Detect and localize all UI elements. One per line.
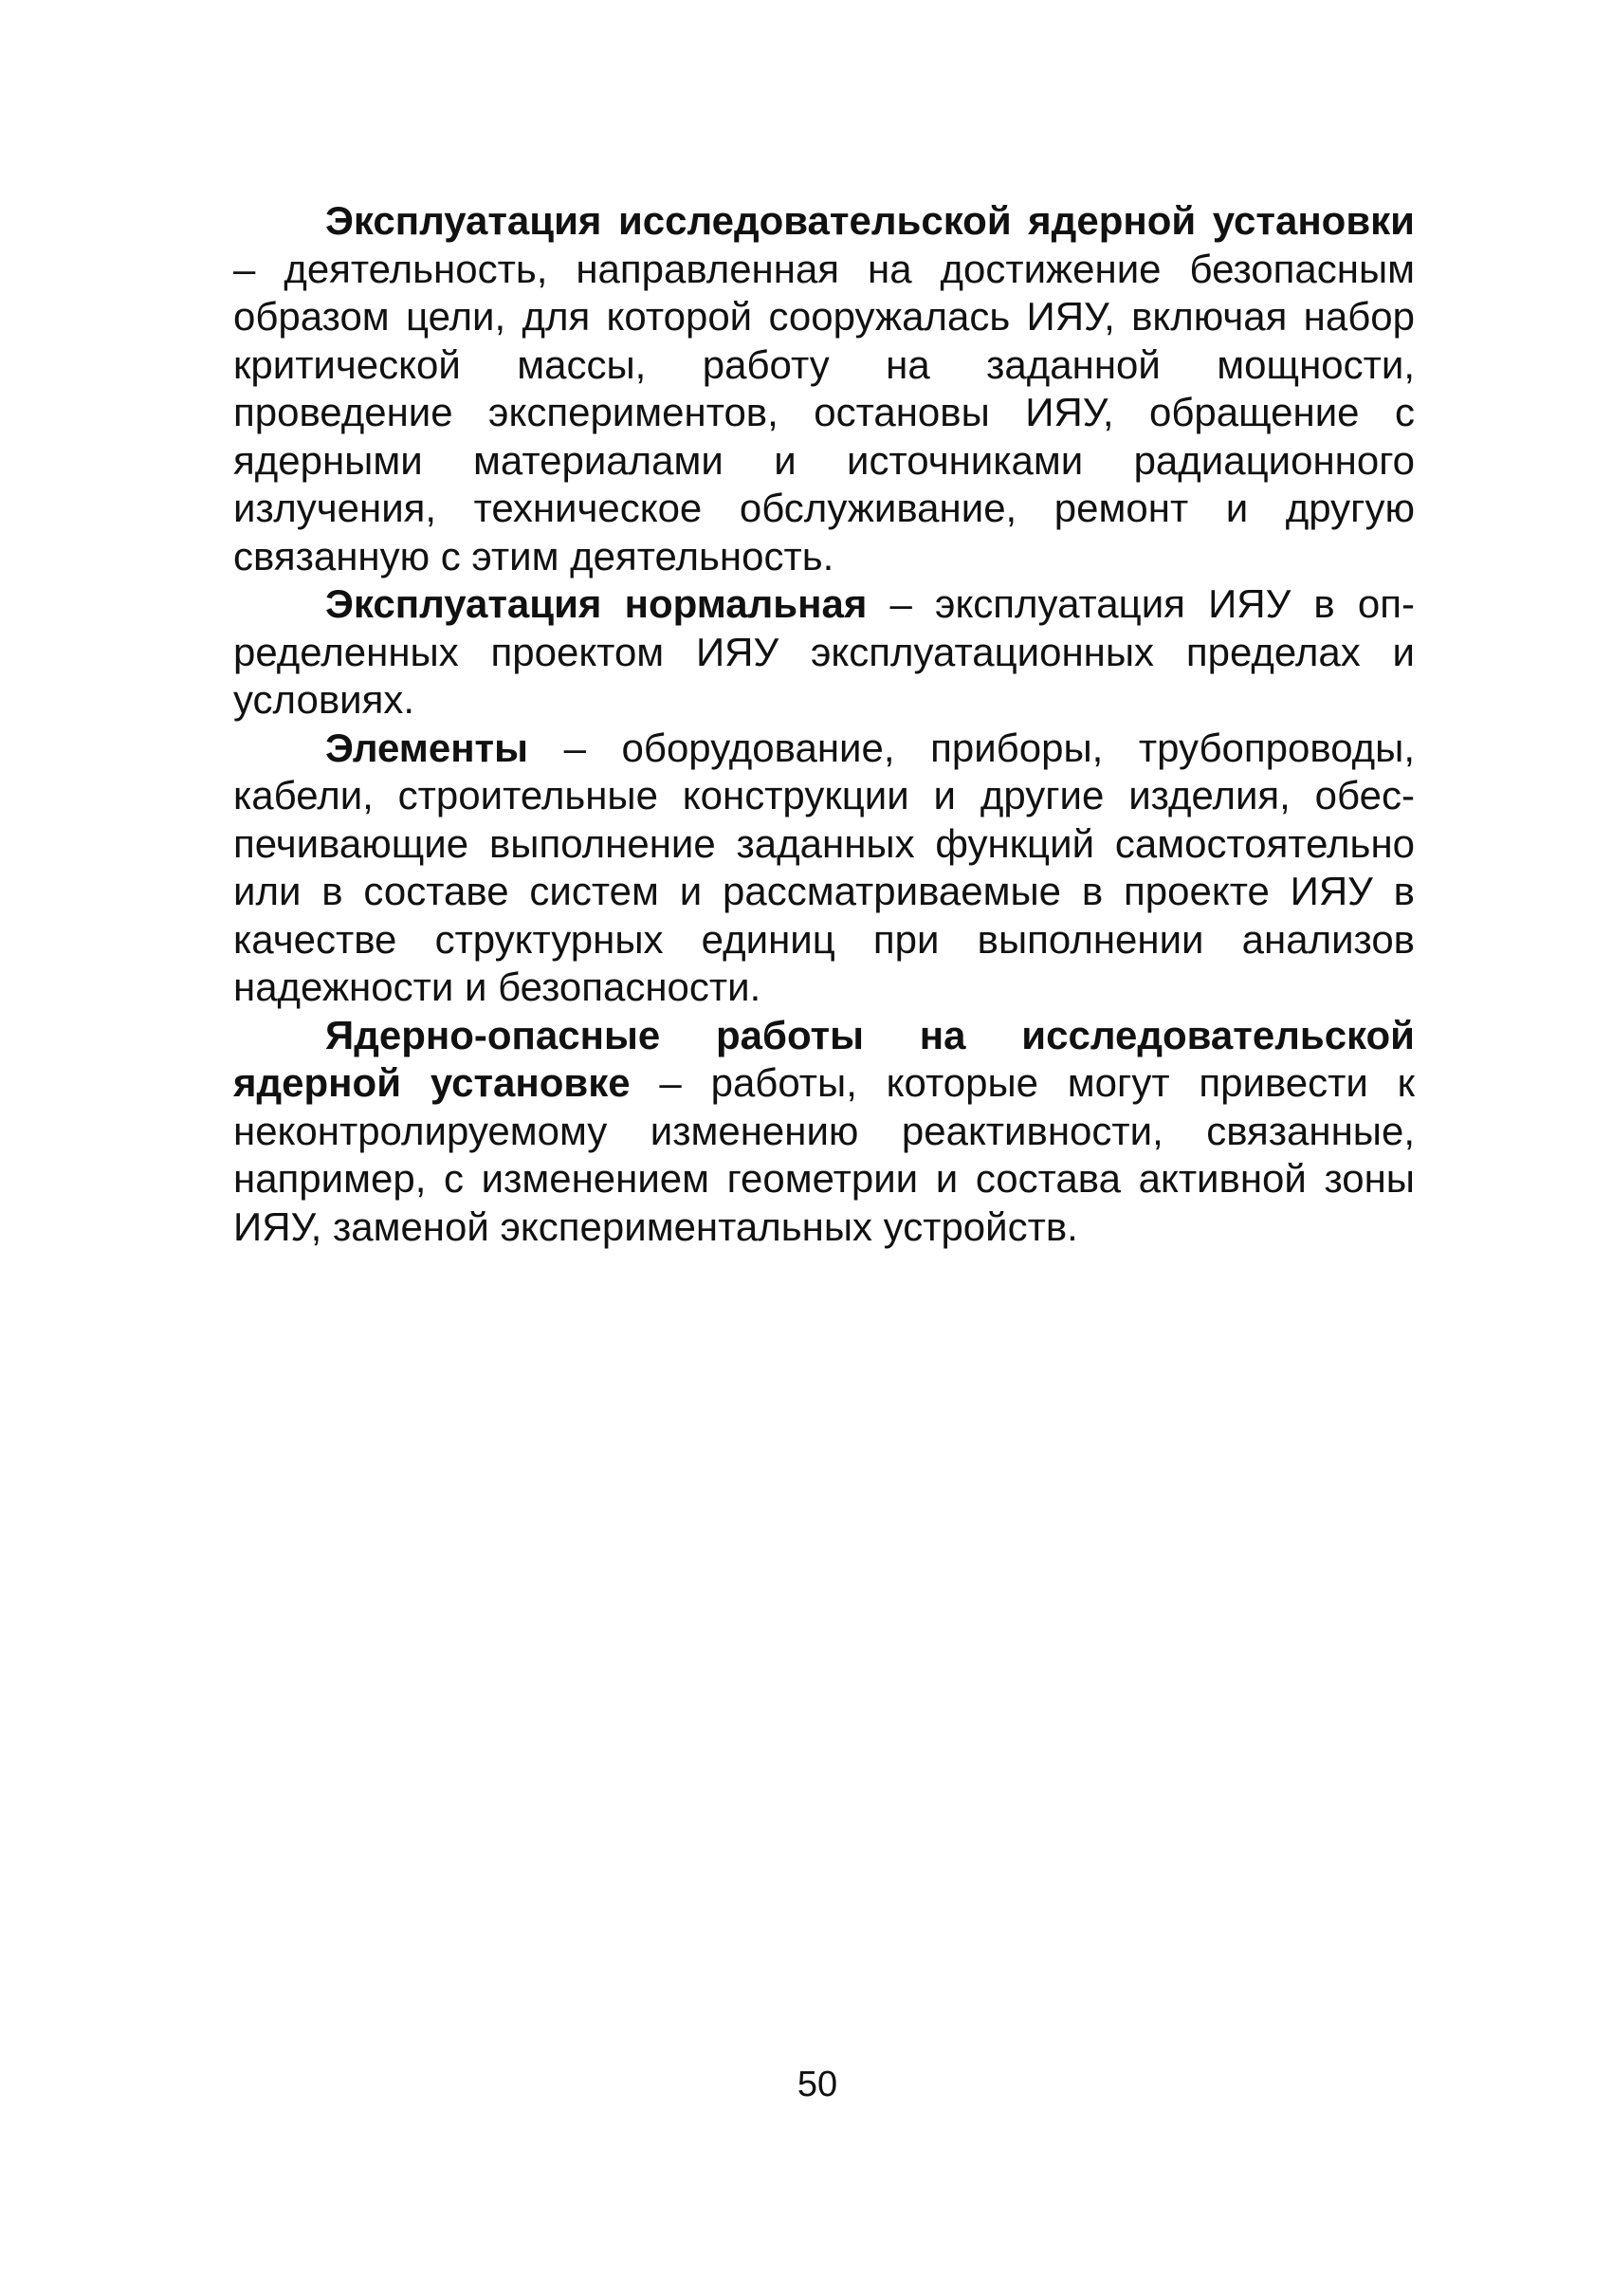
page-content	[233, 197, 1415, 1251]
definition-separator: –	[630, 1060, 711, 1105]
definition-term: Элементы	[325, 725, 528, 770]
definition-separator: –	[867, 581, 936, 626]
definition-term: Эксплуатация нормальная	[325, 581, 868, 626]
definition-elements	[233, 725, 1415, 1012]
definition-nuclear-hazardous-works	[233, 1012, 1415, 1252]
definition-term: Эксплуатация исследовательской ядерной установки	[325, 198, 1415, 243]
definition-text: оборудование, приборы, трубопроводы, кабели, строительные конструкции и другие изделия, обеспечивающие выполнение заданных функций самостоятельно или в составе систем и рассматриваемые в проекте ИЯУ в качестве структурных единиц при выполнении анализов надежности и безопасности.	[233, 725, 1416, 1009]
definition-term: Ядерно-опасные работы на исследовательской ядерной установке	[233, 1012, 1415, 1105]
definition-separator: –	[528, 725, 622, 770]
definition-text: эксплуатация ИЯУ в определенных проектом ИЯУ эксплуатационных пределах и условиях.	[233, 581, 1416, 722]
definition-research-reactor-operation	[233, 197, 1415, 580]
definition-text: работы, которые могут привести к неконтролируемому изменению реактивности, связанные, например, с изменением геометрии и состава активной зоны ИЯУ, заменой экспериментальных устройств.	[233, 1060, 1415, 1249]
definition-normal-operation	[233, 580, 1415, 725]
definition-separator: –	[233, 246, 284, 291]
definition-text: деятельность, направленная на достижение безопасным образом цели, для которой сооружалась ИЯУ, включая набор критической массы, работу на заданной мощности, проведение экспериментов, остановы ИЯУ, обращение с ядерными материалами и источниками радиационного излучения, техническое обслуживание, ремонт и другую связанную с этим деятельность.	[233, 246, 1415, 579]
page-number: 50	[797, 2065, 838, 2104]
